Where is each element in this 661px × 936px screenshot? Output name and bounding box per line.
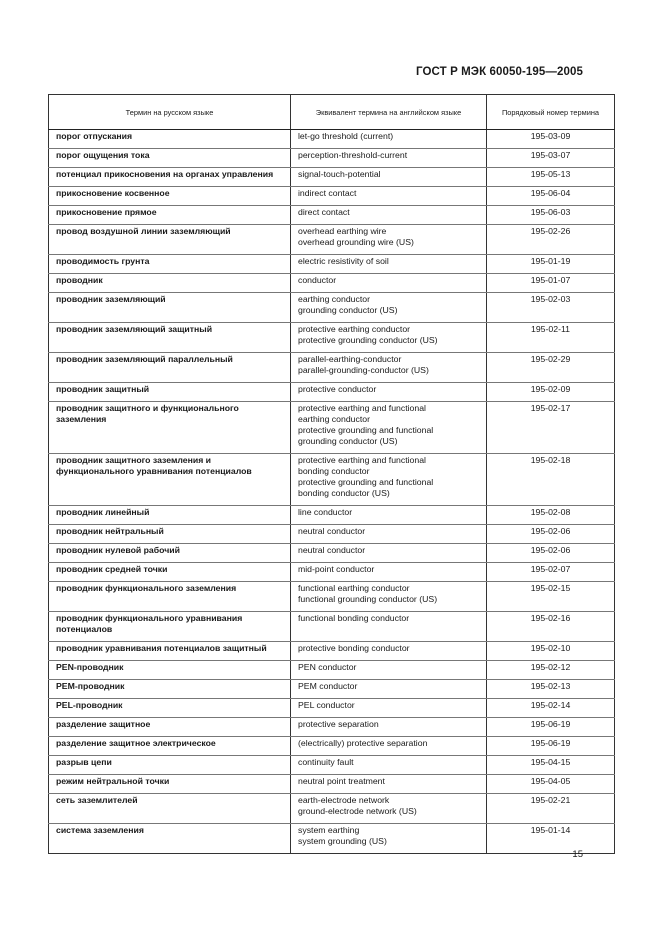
russian-term-cell: потенциал прикосновения на органах управления bbox=[49, 168, 291, 187]
english-term-line: protective separation bbox=[298, 719, 379, 729]
term-number-cell: 195-02-17 bbox=[487, 402, 615, 454]
russian-term-cell: проводник функционального уравнивания потенциалов bbox=[49, 612, 291, 642]
table-row bbox=[49, 737, 615, 756]
term-number-cell: 195-06-19 bbox=[487, 737, 615, 756]
page-number: 15 bbox=[572, 849, 583, 860]
english-equivalent-cell bbox=[291, 680, 487, 699]
table-row bbox=[49, 699, 615, 718]
table-row bbox=[49, 383, 615, 402]
terms-table bbox=[48, 94, 615, 854]
english-equivalent-cell bbox=[291, 775, 487, 794]
english-equivalent-cell bbox=[291, 323, 487, 353]
table-row bbox=[49, 642, 615, 661]
term-number-cell: 195-01-07 bbox=[487, 274, 615, 293]
russian-term-cell: проводник bbox=[49, 274, 291, 293]
table-row bbox=[49, 225, 615, 255]
english-equivalent-cell bbox=[291, 255, 487, 274]
english-term-line: protective earthing and functional bbox=[298, 455, 426, 465]
russian-term-cell: сеть заземлителей bbox=[49, 794, 291, 824]
english-term-line: PEL conductor bbox=[298, 700, 355, 710]
table-row bbox=[49, 718, 615, 737]
russian-term-cell: проводник функционального заземления bbox=[49, 582, 291, 612]
english-term-line: PEN conductor bbox=[298, 662, 357, 672]
english-term-line: perception-threshold-current bbox=[298, 150, 408, 160]
english-term-line: protective conductor bbox=[298, 384, 377, 394]
english-term-line: bonding conductor bbox=[298, 466, 370, 476]
table-row bbox=[49, 187, 615, 206]
russian-term-cell: PEL-проводник bbox=[49, 699, 291, 718]
russian-term-cell: проводник нейтральный bbox=[49, 525, 291, 544]
column-header-russian-term: Термин на русском языке bbox=[49, 95, 291, 130]
term-number-cell: 195-02-07 bbox=[487, 563, 615, 582]
russian-term-cell: проводник заземляющий защитный bbox=[49, 323, 291, 353]
english-term-line: earth-electrode network bbox=[298, 795, 390, 805]
english-term-line: (electrically) protective separation bbox=[298, 738, 428, 748]
english-term-line: parallel-grounding-conductor (US) bbox=[298, 365, 429, 375]
russian-term-cell: разделение защитное bbox=[49, 718, 291, 737]
term-number-cell: 195-02-12 bbox=[487, 661, 615, 680]
english-equivalent-cell bbox=[291, 794, 487, 824]
english-equivalent-cell bbox=[291, 402, 487, 454]
russian-term-cell: PEM-проводник bbox=[49, 680, 291, 699]
russian-term-cell: проводник защитного заземления и функционального уравнивания потенциалов bbox=[49, 454, 291, 506]
russian-term-cell: проводник уравнивания потенциалов защитный bbox=[49, 642, 291, 661]
table-row bbox=[49, 563, 615, 582]
russian-term-cell: проводник линейный bbox=[49, 506, 291, 525]
term-number-cell: 195-02-13 bbox=[487, 680, 615, 699]
term-number-cell: 195-02-06 bbox=[487, 525, 615, 544]
table-row bbox=[49, 454, 615, 506]
english-term-line: system grounding (US) bbox=[298, 836, 387, 846]
english-equivalent-cell bbox=[291, 274, 487, 293]
english-term-line: conductor bbox=[298, 275, 337, 285]
english-equivalent-cell bbox=[291, 353, 487, 383]
russian-term-cell: разрыв цепи bbox=[49, 756, 291, 775]
table-header-row bbox=[49, 95, 615, 130]
table-row bbox=[49, 544, 615, 563]
english-term-line: earthing conductor bbox=[298, 294, 370, 304]
english-equivalent-cell bbox=[291, 454, 487, 506]
table-row bbox=[49, 353, 615, 383]
english-term-line: system earthing bbox=[298, 825, 360, 835]
english-equivalent-cell bbox=[291, 149, 487, 168]
english-term-line: protective bonding conductor bbox=[298, 643, 410, 653]
english-term-line: grounding conductor (US) bbox=[298, 305, 398, 315]
table-row bbox=[49, 612, 615, 642]
term-number-cell: 195-02-26 bbox=[487, 225, 615, 255]
russian-term-cell: прикосновение косвенное bbox=[49, 187, 291, 206]
english-term-line: protective earthing and functional bbox=[298, 403, 426, 413]
english-term-line: protective grounding and functional bbox=[298, 477, 434, 487]
table-row bbox=[49, 293, 615, 323]
table-row bbox=[49, 794, 615, 824]
term-number-cell: 195-06-03 bbox=[487, 206, 615, 225]
english-term-line: mid-point conductor bbox=[298, 564, 375, 574]
table-row bbox=[49, 149, 615, 168]
english-term-line: neutral conductor bbox=[298, 526, 366, 536]
table-row bbox=[49, 206, 615, 225]
table-row bbox=[49, 680, 615, 699]
english-term-line: continuity fault bbox=[298, 757, 354, 767]
english-equivalent-cell bbox=[291, 612, 487, 642]
english-term-line: parallel-earthing-conductor bbox=[298, 354, 402, 364]
russian-term-cell: порог отпускания bbox=[49, 130, 291, 149]
english-term-line: overhead earthing wire bbox=[298, 226, 387, 236]
russian-term-cell: проводник заземляющий параллельный bbox=[49, 353, 291, 383]
english-equivalent-cell bbox=[291, 225, 487, 255]
english-term-line: overhead grounding wire (US) bbox=[298, 237, 414, 247]
english-term-line: protective grounding conductor (US) bbox=[298, 335, 438, 345]
term-number-cell: 195-02-18 bbox=[487, 454, 615, 506]
term-number-cell: 195-02-06 bbox=[487, 544, 615, 563]
english-equivalent-cell bbox=[291, 383, 487, 402]
russian-term-cell: прикосновение прямое bbox=[49, 206, 291, 225]
table-row bbox=[49, 756, 615, 775]
english-term-line: functional bonding conductor bbox=[298, 613, 410, 623]
english-equivalent-cell bbox=[291, 293, 487, 323]
term-number-cell: 195-02-21 bbox=[487, 794, 615, 824]
term-number-cell: 195-03-09 bbox=[487, 130, 615, 149]
russian-term-cell: проводник защитный bbox=[49, 383, 291, 402]
term-number-cell: 195-02-08 bbox=[487, 506, 615, 525]
english-equivalent-cell bbox=[291, 506, 487, 525]
table-row bbox=[49, 255, 615, 274]
term-number-cell: 195-04-15 bbox=[487, 756, 615, 775]
russian-term-cell: проводимость грунта bbox=[49, 255, 291, 274]
russian-term-cell: проводник нулевой рабочий bbox=[49, 544, 291, 563]
table-row bbox=[49, 824, 615, 854]
english-term-line: ground-electrode network (US) bbox=[298, 806, 417, 816]
english-equivalent-cell bbox=[291, 699, 487, 718]
english-equivalent-cell bbox=[291, 582, 487, 612]
term-number-cell: 195-06-04 bbox=[487, 187, 615, 206]
english-equivalent-cell bbox=[291, 642, 487, 661]
table-row bbox=[49, 323, 615, 353]
term-number-cell: 195-02-03 bbox=[487, 293, 615, 323]
term-number-cell: 195-02-09 bbox=[487, 383, 615, 402]
english-term-line: let-go threshold (current) bbox=[298, 131, 394, 141]
english-term-line: grounding conductor (US) bbox=[298, 436, 398, 446]
russian-term-cell: провод воздушной линии заземляющий bbox=[49, 225, 291, 255]
english-equivalent-cell bbox=[291, 661, 487, 680]
russian-term-cell: порог ощущения тока bbox=[49, 149, 291, 168]
table-row bbox=[49, 506, 615, 525]
english-term-line: direct contact bbox=[298, 207, 350, 217]
english-equivalent-cell bbox=[291, 756, 487, 775]
term-number-cell: 195-06-19 bbox=[487, 718, 615, 737]
english-equivalent-cell bbox=[291, 525, 487, 544]
english-term-line: bonding conductor (US) bbox=[298, 488, 390, 498]
term-number-cell: 195-02-15 bbox=[487, 582, 615, 612]
table-row bbox=[49, 525, 615, 544]
english-term-line: signal-touch-potential bbox=[298, 169, 381, 179]
english-equivalent-cell bbox=[291, 544, 487, 563]
table-row bbox=[49, 775, 615, 794]
table-row bbox=[49, 274, 615, 293]
russian-term-cell: проводник средней точки bbox=[49, 563, 291, 582]
term-number-cell: 195-02-29 bbox=[487, 353, 615, 383]
english-equivalent-cell bbox=[291, 206, 487, 225]
english-equivalent-cell bbox=[291, 737, 487, 756]
english-term-line: PEM conductor bbox=[298, 681, 358, 691]
english-term-line: functional earthing conductor bbox=[298, 583, 410, 593]
russian-term-cell: режим нейтральной точки bbox=[49, 775, 291, 794]
term-number-cell: 195-02-16 bbox=[487, 612, 615, 642]
russian-term-cell: PEN-проводник bbox=[49, 661, 291, 680]
russian-term-cell: проводник заземляющий bbox=[49, 293, 291, 323]
term-number-cell: 195-04-05 bbox=[487, 775, 615, 794]
term-number-cell: 195-01-14 bbox=[487, 824, 615, 854]
russian-term-cell: разделение защитное электрическое bbox=[49, 737, 291, 756]
english-term-line: protective earthing conductor bbox=[298, 324, 411, 334]
table-row bbox=[49, 402, 615, 454]
table-body bbox=[49, 130, 615, 854]
english-equivalent-cell bbox=[291, 824, 487, 854]
english-term-line: protective grounding and functional bbox=[298, 425, 434, 435]
term-number-cell: 195-05-13 bbox=[487, 168, 615, 187]
column-header-english-equivalent: Эквивалент термина на английском языке bbox=[291, 95, 487, 130]
english-equivalent-cell bbox=[291, 563, 487, 582]
term-number-cell: 195-02-10 bbox=[487, 642, 615, 661]
russian-term-cell: проводник защитного и функционального заземления bbox=[49, 402, 291, 454]
term-number-cell: 195-02-11 bbox=[487, 323, 615, 353]
english-term-line: electric resistivity of soil bbox=[298, 256, 389, 266]
column-header-term-number: Порядковый номер термина bbox=[487, 95, 615, 130]
term-number-cell: 195-01-19 bbox=[487, 255, 615, 274]
english-term-line: neutral conductor bbox=[298, 545, 366, 555]
english-term-line: neutral point treatment bbox=[298, 776, 385, 786]
english-equivalent-cell bbox=[291, 187, 487, 206]
english-term-line: earthing conductor bbox=[298, 414, 370, 424]
english-equivalent-cell bbox=[291, 130, 487, 149]
english-term-line: line conductor bbox=[298, 507, 353, 517]
table-row bbox=[49, 130, 615, 149]
english-term-line: indirect contact bbox=[298, 188, 357, 198]
table-row bbox=[49, 661, 615, 680]
document-header: ГОСТ Р МЭК 60050-195—2005 bbox=[416, 66, 583, 78]
term-number-cell: 195-03-07 bbox=[487, 149, 615, 168]
term-number-cell: 195-02-14 bbox=[487, 699, 615, 718]
english-term-line: functional grounding conductor (US) bbox=[298, 594, 438, 604]
table-row bbox=[49, 582, 615, 612]
russian-term-cell: система заземления bbox=[49, 824, 291, 854]
english-equivalent-cell bbox=[291, 168, 487, 187]
english-equivalent-cell bbox=[291, 718, 487, 737]
table-row bbox=[49, 168, 615, 187]
